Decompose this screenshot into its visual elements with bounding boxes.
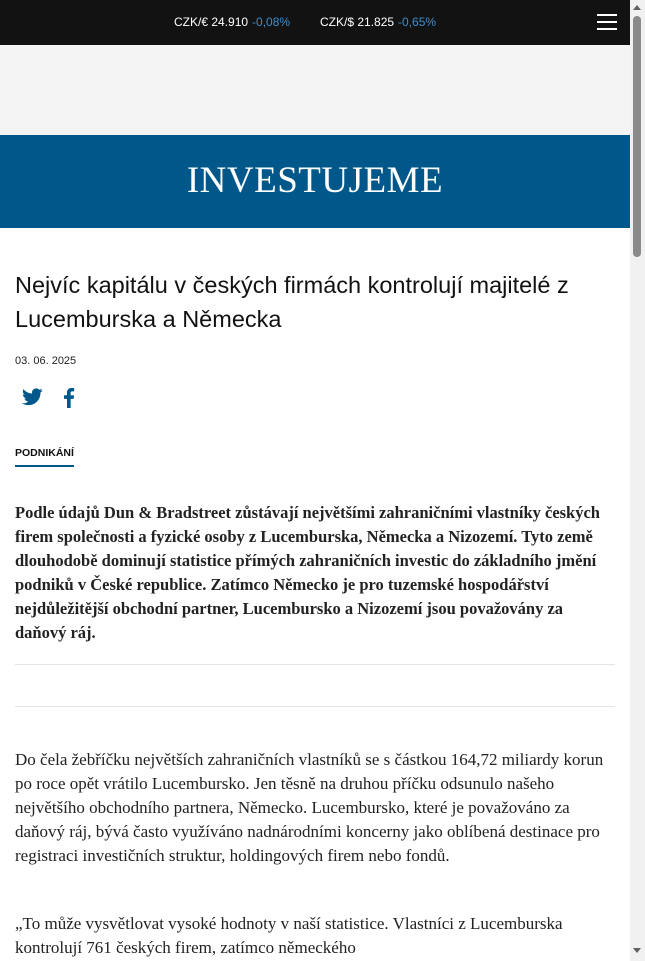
divider: [15, 664, 615, 665]
scrollbar-thumb[interactable]: [633, 16, 641, 257]
brand-header: [0, 135, 630, 228]
menu-icon-line: [597, 28, 617, 30]
twitter-icon[interactable]: [22, 388, 43, 406]
ticker-eur-pair: CZK/€ 24.910: [174, 15, 249, 29]
menu-icon-line: [597, 14, 617, 16]
ticker-eur-change: -0,08%: [252, 15, 291, 29]
facebook-icon[interactable]: [63, 388, 75, 408]
menu-icon[interactable]: [597, 14, 617, 31]
category-link[interactable]: PODNIKÁNÍ: [15, 447, 74, 467]
top-bar: [0, 0, 630, 45]
ad-space: [0, 45, 630, 135]
scroll-up-arrow-icon[interactable]: [633, 5, 641, 10]
article-date: 03. 06. 2025: [15, 355, 77, 367]
ticker-usd[interactable]: [320, 15, 436, 29]
site-logo[interactable]: INVESTUJEME: [186, 160, 444, 201]
scrollbar[interactable]: [630, 0, 645, 961]
scroll-down-arrow-icon[interactable]: [633, 948, 641, 953]
ticker-eur[interactable]: [174, 15, 290, 29]
ticker-usd-pair: CZK/$ 21.825: [320, 15, 395, 29]
article-title: Nejvíc kapitálu v českých firmách kontrolují majitelé z Lucemburska a Německa: [15, 272, 569, 332]
article-paragraph: Do čela žebříčku největších zahraničních vlastníků se s částkou 164,72 miliardy korun po roce opět vrátilo Lucembursko. Jen těsně na druhou příčku odsunulo našeho největšího obchodního partnera, Německo. Lucembursko, které je považováno za daňový ráj, bývá často využíváno nadnárodními koncerny jako oblíbená destinace pro registraci investičních struktur, holdingových firem nebo fondů.: [15, 750, 604, 865]
divider: [15, 706, 615, 707]
menu-icon-line: [597, 21, 617, 23]
article-lead: Podle údajů Dun & Bradstreet zůstávají největšími zahraničními vlastníky českých firem společnosti a fyzické osoby z Lucemburska, Německa a Nizozemí. Tyto země dlouhodobě dominují statistice přímých zahraničních investic do základního jmění podniků v České republice. Zatímco Německo je pro tuzemské hospodářství nejdůležitější obchodní partner, Lucembursko a Nizozemí jsou považovány za daňový ráj.: [15, 503, 600, 642]
article-paragraph: „To může vysvětlovat vysoké hodnoty v naší statistice. Vlastníci z Lucemburska kontrolují 761 českých firem, zatímco německého: [15, 914, 563, 957]
ticker-usd-change: -0,65%: [398, 15, 437, 29]
